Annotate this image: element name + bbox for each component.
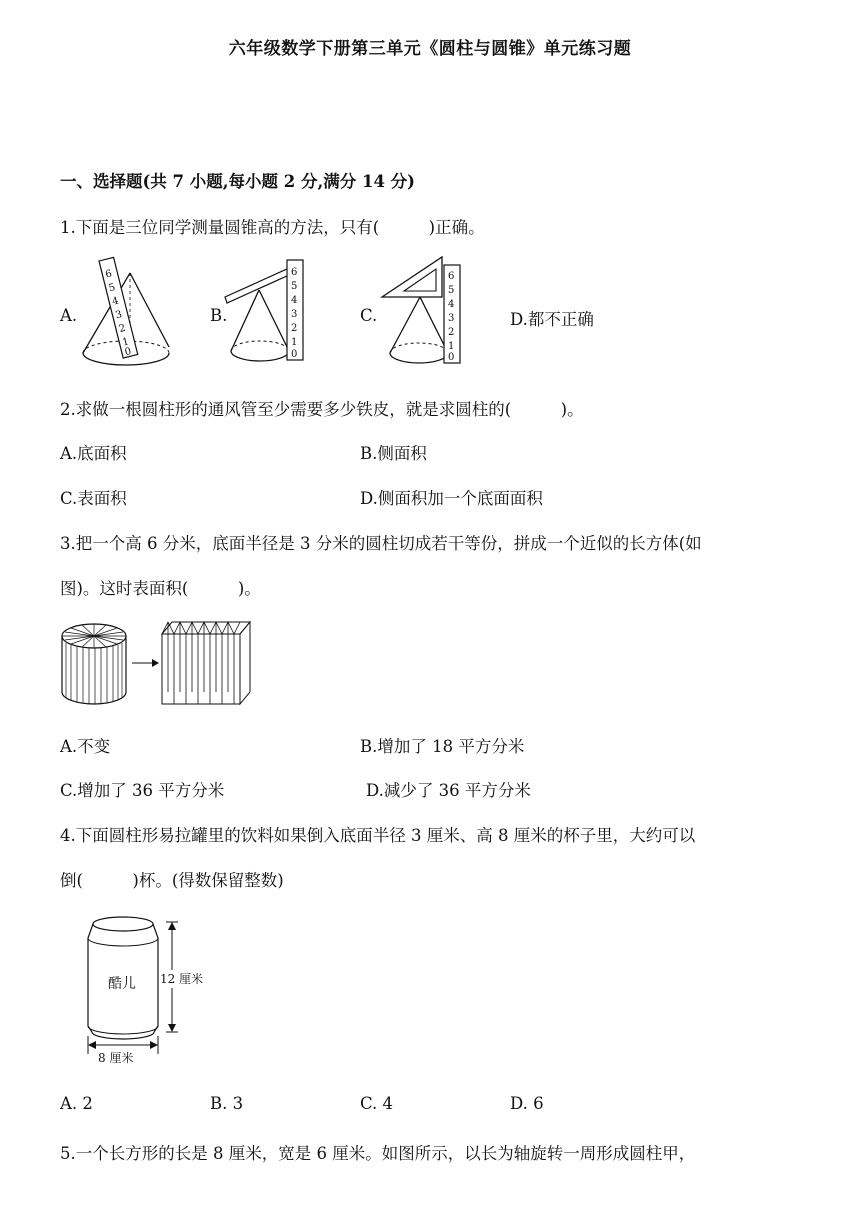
q1-ruler-a-tick-0: 0 [123,346,133,359]
question-5-line-1: 5.一个长方形的长是 8 厘米，宽是 6 厘米。如图所示，以长为轴旋转一周形成圆柱甲， [60,1144,696,1163]
q1-ruler-c-tick-1: 1 [448,341,455,352]
q1-ruler-b-tick-3: 3 [291,309,298,320]
q1-ruler-b-tick-5: 5 [291,281,298,292]
q1-option-d[interactable]: D.都不正确 [510,310,594,329]
q1-ruler-a-tick-1: 1 [121,336,131,349]
question-1-text: 1.下面是三位同学测量圆锥高的方法，只有( )正确。 [60,218,485,237]
section-heading: 一、选择题(共 7 小题,每小题 2 分,满分 14 分) [60,172,415,191]
q4-option-c[interactable]: C. 4 [360,1094,394,1113]
q3-option-b[interactable]: B.增加了 18 平方分米 [360,737,525,756]
q1-option-b[interactable]: B. [210,306,228,325]
q1-option-a[interactable]: A. [60,306,78,325]
q1-ruler-b-tick-2: 2 [291,323,298,334]
q1-figure-c-cone-set-square [380,255,470,370]
question-4-line-1: 4.下面圆柱形易拉罐里的饮料如果倒入底面半径 3 厘米、高 8 厘米的杯子里，大约可以 [60,826,696,845]
q1-ruler-b-tick-6: 6 [291,267,298,278]
q4-can-brand-label: 酷儿 [108,976,136,992]
q3-option-c[interactable]: C.增加了 36 平方分米 [60,781,225,800]
q4-height-label: 12 厘米 [160,972,204,986]
question-3-line-1: 3.把一个高 6 分米，底面半径是 3 分米的圆柱切成若干等份，拼成一个近似的长方体(如 [60,534,702,553]
question-4-line-2: 倒( )杯。(得数保留整数) [60,871,284,890]
q4-option-a[interactable]: A. 2 [60,1094,93,1113]
q1-ruler-c-tick-6: 6 [448,271,455,282]
q2-option-a[interactable]: A.底面积 [60,444,127,463]
q1-ruler-a-tick-2: 2 [117,322,127,335]
q1-ruler-b-tick-0: 0 [291,349,298,360]
q4-option-d[interactable]: D. 6 [510,1094,544,1113]
q2-option-b[interactable]: B.侧面积 [360,444,427,463]
page-title: 六年级数学下册第三单元《圆柱与圆锥》单元练习题 [228,39,632,59]
q1-ruler-c-tick-3: 3 [448,313,455,324]
q1-figure-a-cone-tilted-ruler [75,255,175,370]
q4-figure-soda-can [82,912,232,1070]
q2-option-c[interactable]: C.表面积 [60,489,127,508]
q1-ruler-a-tick-4: 4 [111,295,120,308]
q1-ruler-c-tick-0: 0 [448,352,455,363]
q3-option-a[interactable]: A.不变 [60,737,111,756]
q3-option-d[interactable]: D.减少了 36 平方分米 [366,781,531,800]
q1-option-c[interactable]: C. [360,306,378,325]
q1-ruler-c-tick-2: 2 [448,327,455,338]
q1-ruler-a-tick-5: 5 [107,282,117,295]
q2-option-d[interactable]: D.侧面积加一个底面面积 [360,489,543,508]
q1-figure-b-cone-slanted-bar [225,255,315,370]
question-2-text: 2.求做一根圆柱形的通风管至少需要多少铁皮，就是求圆柱的( )。 [60,400,584,419]
q3-figure-cylinder-to-cuboid [60,614,260,710]
q4-width-label: 8 厘米 [98,1051,134,1065]
q1-ruler-b-tick-4: 4 [291,295,298,306]
q4-option-b[interactable]: B. 3 [210,1094,244,1113]
q1-ruler-c-tick-4: 4 [448,299,455,310]
q1-ruler-c-tick-5: 5 [448,285,455,296]
q1-ruler-a-tick-3: 3 [114,309,124,322]
q1-ruler-b-tick-1: 1 [291,337,298,348]
q1-ruler-a-tick-6: 6 [104,268,114,281]
question-3-line-2: 图)。这时表面积( )。 [60,579,261,598]
